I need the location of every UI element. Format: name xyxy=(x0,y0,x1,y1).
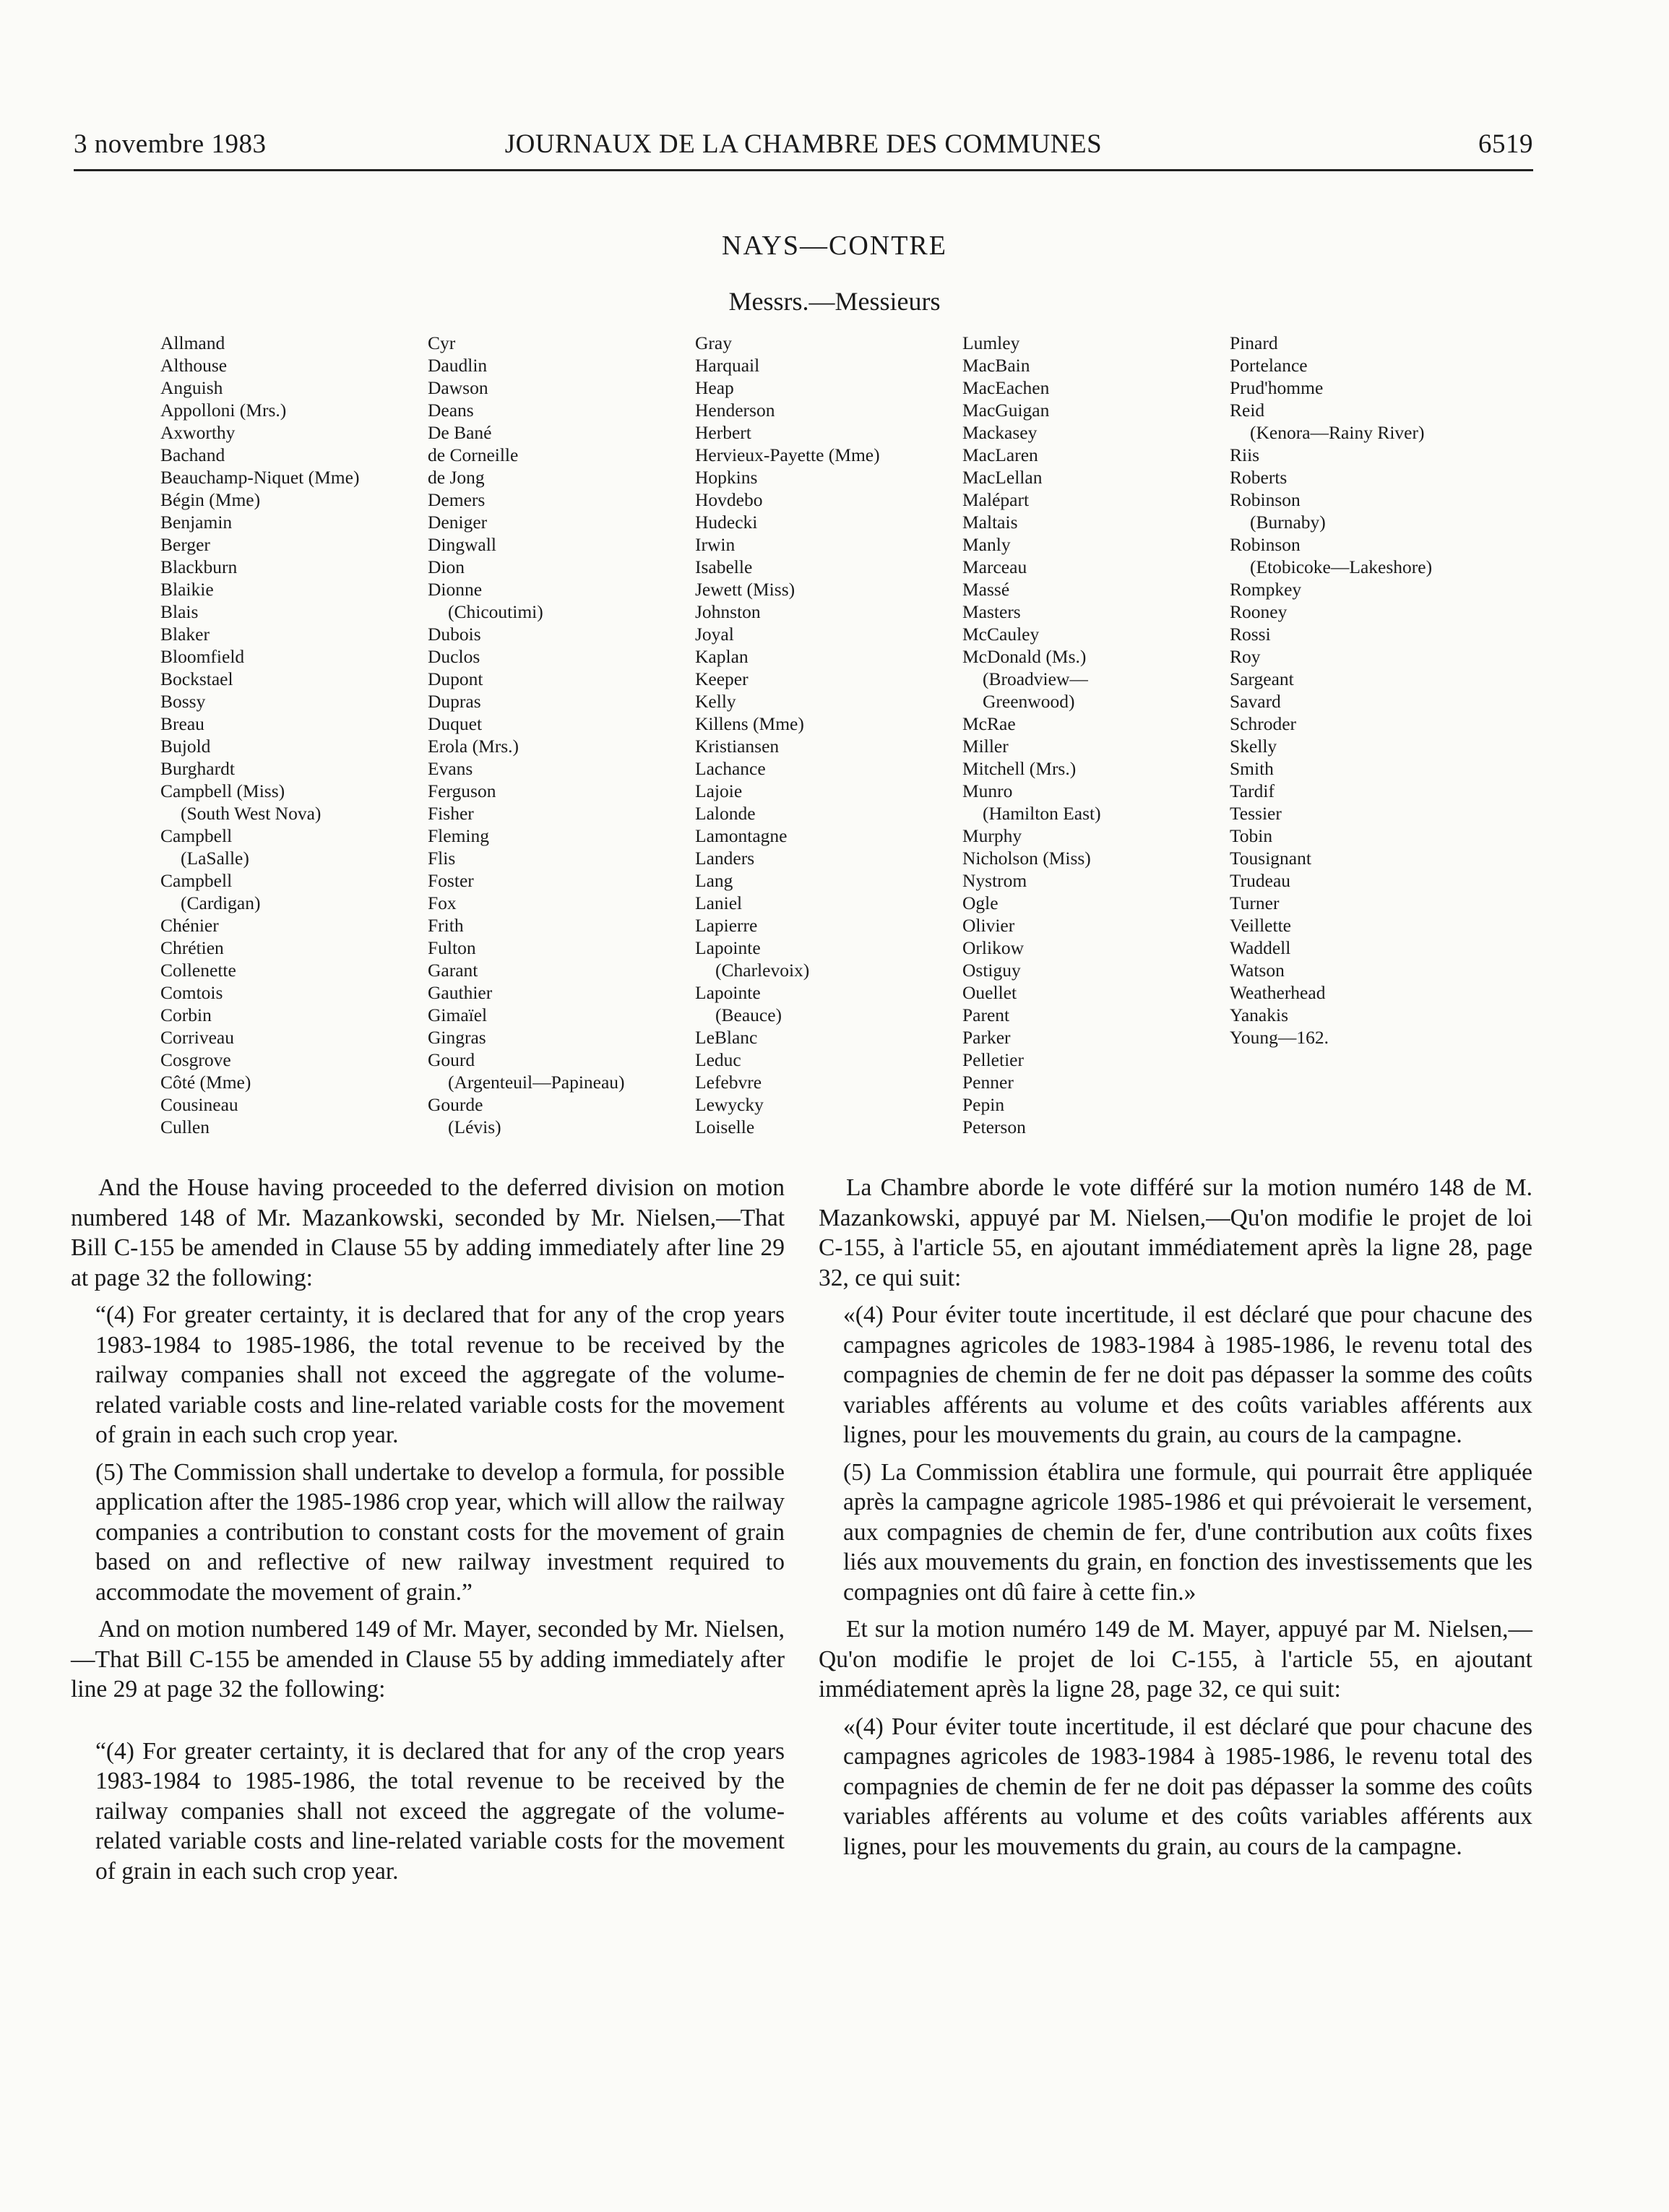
member-name: Veillette xyxy=(1230,915,1291,936)
member-name: Tardif xyxy=(1230,780,1275,801)
member-name: Lamontagne xyxy=(695,825,788,846)
member-name: LeBlanc xyxy=(695,1027,758,1048)
member-name: Fisher xyxy=(428,803,474,824)
member-name: Sargeant xyxy=(1230,668,1294,689)
member-name: Campbell (Miss) xyxy=(160,780,285,801)
names-column-5 xyxy=(1230,332,1490,1049)
member-name: Watson xyxy=(1230,960,1285,981)
member-name: Lapierre xyxy=(695,915,758,936)
french-quote-2: (5) La Commission établira une formule, qui pourrait être appliquée après la campagne agricole 1985-1986 et qui prévoierait le versement, aux compagnies de chemin de fer, d'une contribution aux coûts fixes liés aux mouvements du grain, en fonction des investissements que les compagnies ont dû faire à cette fin.» xyxy=(843,1458,1532,1606)
member-name: Riis xyxy=(1230,444,1260,465)
member-name: Young—162. xyxy=(1230,1027,1329,1048)
member-name: Dupont xyxy=(428,668,483,689)
member-name: Hervieux-Payette (Mme) xyxy=(695,444,880,465)
french-quote-3: «(4) Pour éviter toute incertitude, il est déclaré que pour chacune des campagnes agricoles de 1983-1984 à 1985-1986, le revenu total des compagnies de chemin de fer ne doit pas dépasser la somme des coûts variables afférents au volume et des coûts variables afférents aux lignes, pour les mouvements du grain, au cours de la campagne. xyxy=(843,1713,1532,1860)
member-name: Joyal xyxy=(695,624,734,645)
names-column-4 xyxy=(962,332,1222,1138)
member-name: Benjamin xyxy=(160,512,233,533)
member-name: Miller xyxy=(962,736,1009,757)
header-date: 3 novembre 1983 xyxy=(74,129,267,159)
vote-subtitle: Messrs.—Messieurs xyxy=(728,287,941,316)
member-name: Lajoie xyxy=(695,780,743,801)
member-name: Kelly xyxy=(695,691,736,712)
member-name: MacBain xyxy=(962,355,1030,376)
member-name: Bujold xyxy=(160,736,211,757)
english-quote-2: (5) The Commission shall undertake to develop a formula, for possible application after the 1985-1986 crop year, which will allow the railway companies a contribution to constant costs for the movement of grain based on and reflective of new railway investment required to accommodate the movement of grain.” xyxy=(95,1458,785,1606)
english-paragraph-2: And on motion numbered 149 of Mr. Mayer, seconded by Mr. Nielsen,—That Bill C-155 be amended in Clause 55 by adding immediately after line 29 at page 32 the following: xyxy=(71,1616,785,1703)
member-name: Ostiguy xyxy=(962,960,1021,981)
member-name: de Jong xyxy=(428,467,485,488)
member-name: Tessier xyxy=(1230,803,1282,824)
member-name: Garant xyxy=(428,960,478,981)
member-name: Orlikow xyxy=(962,937,1024,958)
member-name: Mitchell (Mrs.) xyxy=(962,758,1077,779)
member-name: Ogle xyxy=(962,892,999,913)
member-name: Penner xyxy=(962,1072,1014,1093)
member-name: Foster xyxy=(428,870,474,891)
member-name: Duclos xyxy=(428,646,480,667)
member-name: Hudecki xyxy=(695,512,758,533)
member-name: Maltais xyxy=(962,512,1018,533)
member-name: Côté (Mme) xyxy=(160,1072,251,1093)
member-name: Murphy xyxy=(962,825,1022,846)
member-name: Robinson xyxy=(1230,534,1301,555)
member-name: Laniel xyxy=(695,892,743,913)
member-name: (Kenora—Rainy River) xyxy=(1250,422,1425,443)
member-name: Olivier xyxy=(962,915,1015,936)
page-header xyxy=(74,129,1533,171)
member-name: Robinson xyxy=(1230,489,1301,510)
french-text xyxy=(819,1173,1532,1869)
member-name: Lachance xyxy=(695,758,766,779)
member-name: Mackasey xyxy=(962,422,1038,443)
member-name: Dawson xyxy=(428,377,488,398)
member-name: (Chicoutimi) xyxy=(448,601,543,622)
spacer xyxy=(71,1712,785,1737)
french-paragraph-1: La Chambre aborde le vote différé sur la motion numéro 148 de M. Mazankowski, appuyé par M. Nielsen,—Qu'on modifie le projet de loi C-155, à l'article 55, en ajoutant immédiatement après la ligne 28, page 32, ce qui suit: xyxy=(819,1174,1532,1291)
member-name: MacLaren xyxy=(962,444,1038,465)
english-quote-1: “(4) For greater certainty, it is declared that for any of the crop years 1983-1984 to 1985-1986, the total revenue to be received by the railway companies shall not exceed the aggregate of the volume-related variable costs and line-related variable costs for the movement of grain in each such crop year. xyxy=(95,1301,785,1448)
member-name: Dion xyxy=(428,556,465,577)
member-name: Lang xyxy=(695,870,733,891)
member-name: Massé xyxy=(962,579,1010,600)
member-name: Roberts xyxy=(1230,467,1288,488)
member-name: De Bané xyxy=(428,422,492,443)
member-name: Greenwood) xyxy=(983,691,1075,712)
member-name: Skelly xyxy=(1230,736,1277,757)
member-name: Althouse xyxy=(160,355,228,376)
member-name: (South West Nova) xyxy=(181,803,322,824)
member-name: Appolloni (Mrs.) xyxy=(160,400,287,421)
member-name: Corriveau xyxy=(160,1027,234,1048)
member-name: Lewycky xyxy=(695,1094,764,1115)
member-name: Erola (Mrs.) xyxy=(428,736,519,757)
member-name: Roy xyxy=(1230,646,1261,667)
member-name: MacEachen xyxy=(962,377,1050,398)
member-name: Harquail xyxy=(695,355,760,376)
member-name: Schroder xyxy=(1230,713,1297,734)
member-name: Isabelle xyxy=(695,556,753,577)
member-name: Irwin xyxy=(695,534,736,555)
member-name: Landers xyxy=(695,848,755,869)
member-name: Prud'homme xyxy=(1230,377,1324,398)
member-name: Lalonde xyxy=(695,803,756,824)
member-name: Campbell xyxy=(160,825,233,846)
member-name: Johnston xyxy=(695,601,761,622)
member-name: Bégin (Mme) xyxy=(160,489,261,510)
english-text xyxy=(71,1173,785,1893)
member-name: Axworthy xyxy=(160,422,236,443)
member-name: Fleming xyxy=(428,825,490,846)
member-name: Anguish xyxy=(160,377,223,398)
names-column-3 xyxy=(695,332,955,1138)
member-name: Cyr xyxy=(428,332,456,353)
member-name: Pelletier xyxy=(962,1049,1024,1070)
member-name: Lumley xyxy=(962,332,1020,353)
member-name: Breau xyxy=(160,713,204,734)
member-name: MacLellan xyxy=(962,467,1043,488)
member-name: Berger xyxy=(160,534,210,555)
member-name: Comtois xyxy=(160,982,223,1003)
member-name: Waddell xyxy=(1230,937,1291,958)
member-name: Corbin xyxy=(160,1004,212,1025)
member-name: Rossi xyxy=(1230,624,1271,645)
member-name: (LaSalle) xyxy=(181,848,249,869)
member-name: Gingras xyxy=(428,1027,486,1048)
member-name: McCauley xyxy=(962,624,1040,645)
member-name: Blais xyxy=(160,601,199,622)
member-name: Reid xyxy=(1230,400,1265,421)
member-name: Munro xyxy=(962,780,1013,801)
member-name: (Broadview— xyxy=(983,668,1088,689)
french-quote-1: «(4) Pour éviter toute incertitude, il est déclaré que pour chacune des campagnes agricoles de 1983-1984 à 1985-1986, le revenu total des compagnies de chemin de fer ne doit pas dépasser la somme des coûts variables afférents au volume et des coûts variables afférents aux lignes, pour les mouvements du grain, au cours de la campagne. xyxy=(843,1301,1532,1448)
member-name: (Charlevoix) xyxy=(715,960,810,981)
member-name: Smith xyxy=(1230,758,1274,779)
member-name: Kristiansen xyxy=(695,736,780,757)
page-number: 6519 xyxy=(1478,129,1533,159)
member-name: Campbell xyxy=(160,870,233,891)
member-name: Kaplan xyxy=(695,646,749,667)
member-name: Lapointe xyxy=(695,982,761,1003)
member-name: Manly xyxy=(962,534,1011,555)
member-name: Allmand xyxy=(160,332,225,353)
member-name: Gauthier xyxy=(428,982,493,1003)
member-name: Ferguson xyxy=(428,780,496,801)
member-name: Parker xyxy=(962,1027,1011,1048)
member-name: Savard xyxy=(1230,691,1281,712)
member-name: Gray xyxy=(695,332,732,353)
member-name: Nicholson (Miss) xyxy=(962,848,1091,869)
member-name: Yanakis xyxy=(1230,1004,1289,1025)
member-name: Rompkey xyxy=(1230,579,1302,600)
member-name: Deans xyxy=(428,400,474,421)
member-name: Chrétien xyxy=(160,937,224,958)
vote-title: NAYS—CONTRE xyxy=(722,231,947,261)
member-name: Demers xyxy=(428,489,486,510)
member-name: Ouellet xyxy=(962,982,1017,1003)
member-name: Loiselle xyxy=(695,1116,755,1137)
member-name: (Beauce) xyxy=(715,1004,782,1025)
member-name: Blackburn xyxy=(160,556,238,577)
member-name: Dingwall xyxy=(428,534,496,555)
member-name: Pinard xyxy=(1230,332,1278,353)
member-name: Cousineau xyxy=(160,1094,238,1115)
member-name: McRae xyxy=(962,713,1016,734)
header-title: JOURNAUX DE LA CHAMBRE DES COMMUNES xyxy=(504,129,1103,159)
member-name: Weatherhead xyxy=(1230,982,1326,1003)
member-name: de Corneille xyxy=(428,444,519,465)
member-name: (Lévis) xyxy=(448,1116,501,1137)
member-name: Tobin xyxy=(1230,825,1273,846)
member-name: Rooney xyxy=(1230,601,1288,622)
member-name: Blaker xyxy=(160,624,210,645)
member-name: Dubois xyxy=(428,624,481,645)
member-name: Bossy xyxy=(160,691,206,712)
member-name: Gourde xyxy=(428,1094,483,1115)
member-name: (Cardigan) xyxy=(181,892,261,913)
member-name: Jewett (Miss) xyxy=(695,579,795,600)
english-paragraph-1: And the House having proceeded to the deferred division on motion numbered 148 of Mr. Mazankowski, seconded by Mr. Nielsen,—That Bill C-155 be amended in Clause 55 by adding immediately after line 29 at page 32 the following: xyxy=(71,1174,785,1291)
member-name: Turner xyxy=(1230,892,1280,913)
member-name: Peterson xyxy=(962,1116,1026,1137)
member-name: Bockstael xyxy=(160,668,233,689)
member-name: Masters xyxy=(962,601,1021,622)
names-column-2 xyxy=(428,332,688,1138)
member-name: Tousignant xyxy=(1230,848,1311,869)
member-name: Nystrom xyxy=(962,870,1027,891)
member-name: (Hamilton East) xyxy=(983,803,1101,824)
member-name: Hovdebo xyxy=(695,489,763,510)
member-name: Collenette xyxy=(160,960,236,981)
member-name: Henderson xyxy=(695,400,775,421)
member-name: Portelance xyxy=(1230,355,1308,376)
member-name: Fox xyxy=(428,892,457,913)
french-paragraph-2: Et sur la motion numéro 149 de M. Mayer, appuyé par M. Nielsen,—Qu'on modifie le projet de loi C-155, à l'article 55, en ajoutant immédiatement après la ligne 28, page 32, ce qui suit: xyxy=(819,1616,1532,1703)
names-column-1 xyxy=(160,332,421,1138)
member-name: Dionne xyxy=(428,579,483,600)
member-name: Leduc xyxy=(695,1049,741,1070)
member-name: Flis xyxy=(428,848,456,869)
member-name: Malépart xyxy=(962,489,1030,510)
member-name: Fulton xyxy=(428,937,476,958)
member-name: Pepin xyxy=(962,1094,1005,1115)
member-name: (Argenteuil—Papineau) xyxy=(448,1072,625,1093)
member-name: Blaikie xyxy=(160,579,214,600)
member-name: Lapointe xyxy=(695,937,761,958)
member-name: Parent xyxy=(962,1004,1010,1025)
member-name: Chénier xyxy=(160,915,219,936)
member-name: (Etobicoke—Lakeshore) xyxy=(1250,556,1433,577)
member-name: Cosgrove xyxy=(160,1049,231,1070)
member-name: Lefebvre xyxy=(695,1072,762,1093)
member-name: Frith xyxy=(428,915,464,936)
member-name: Bachand xyxy=(160,444,225,465)
member-name: Evans xyxy=(428,758,473,779)
member-name: Bloomfield xyxy=(160,646,245,667)
member-name: Daudlin xyxy=(428,355,488,376)
member-name: Keeper xyxy=(695,668,749,689)
english-quote-3: “(4) For greater certainty, it is declared that for any of the crop years 1983-1984 to 1985-1986, the total revenue to be received by the railway companies shall not exceed the aggregate of the volume-related variable costs and line-related variable costs for the movement of grain in each such crop year. xyxy=(95,1737,785,1885)
member-name: Marceau xyxy=(962,556,1027,577)
member-name: Trudeau xyxy=(1230,870,1291,891)
member-name: (Burnaby) xyxy=(1250,512,1326,533)
member-name: McDonald (Ms.) xyxy=(962,646,1087,667)
member-name: Duquet xyxy=(428,713,483,734)
member-name: Dupras xyxy=(428,691,481,712)
member-name: MacGuigan xyxy=(962,400,1050,421)
member-name: Gourd xyxy=(428,1049,475,1070)
member-name: Gimaïel xyxy=(428,1004,488,1025)
member-name: Beauchamp-Niquet (Mme) xyxy=(160,467,360,488)
member-name: Cullen xyxy=(160,1116,210,1137)
member-name: Herbert xyxy=(695,422,751,443)
member-name: Hopkins xyxy=(695,467,758,488)
member-name: Deniger xyxy=(428,512,488,533)
member-name: Heap xyxy=(695,377,734,398)
member-name: Killens (Mme) xyxy=(695,713,804,734)
member-name: Burghardt xyxy=(160,758,235,779)
